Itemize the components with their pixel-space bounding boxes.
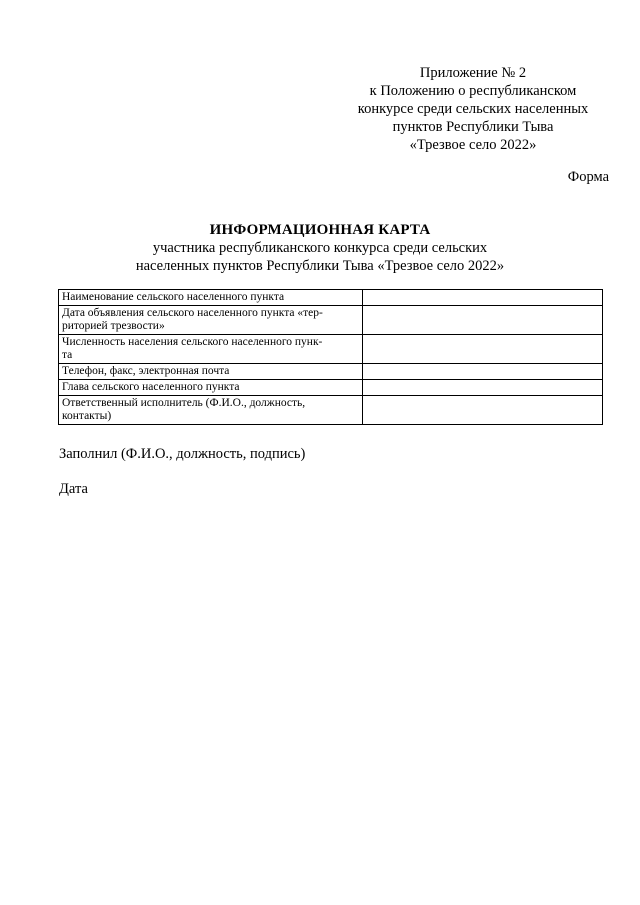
row-label-line: Наименование сельского населенного пункта <box>62 291 285 303</box>
appendix-line: «Трезвое село 2022» <box>409 137 537 153</box>
table-row <box>59 335 603 364</box>
table-row <box>59 290 603 306</box>
row-label-line: Численность населения сельского населенного пунк- <box>62 336 323 348</box>
row-value[interactable] <box>363 380 603 396</box>
row-label <box>59 306 363 335</box>
row-value[interactable] <box>363 290 603 306</box>
row-label <box>59 290 363 306</box>
row-label-line: Телефон, факс, электронная почта <box>62 365 230 377</box>
row-label <box>59 380 363 396</box>
row-value[interactable] <box>363 306 603 335</box>
row-label <box>59 335 363 364</box>
date-label: Дата <box>59 481 88 497</box>
table-row <box>59 306 603 335</box>
document-subtitle-line: участника республиканского конкурса среди сельских <box>152 240 488 256</box>
row-value[interactable] <box>363 396 603 425</box>
row-label <box>59 364 363 380</box>
row-label-line: Ответственный исполнитель (Ф.И.О., должность, <box>62 397 306 409</box>
table-row <box>59 364 603 380</box>
row-value[interactable] <box>363 364 603 380</box>
row-label-line: та <box>62 349 73 361</box>
row-label <box>59 396 363 425</box>
row-label-line: контакты) <box>62 410 112 422</box>
appendix-line: Приложение № 2 <box>419 65 527 81</box>
appendix-line: конкурсе среди сельских населенных <box>357 101 589 117</box>
info-card-table <box>58 289 603 425</box>
row-label-line: Дата объявления сельского населенного пункта «тер- <box>62 307 323 319</box>
table-row <box>59 380 603 396</box>
appendix-block <box>330 64 616 154</box>
document-title: ИНФОРМАЦИОННАЯ КАРТА <box>209 222 431 238</box>
heading-block <box>0 221 640 275</box>
appendix-line: пунктов Республики Тыва <box>392 119 554 135</box>
row-label-line: риторией трезвости» <box>62 320 165 332</box>
document-subtitle-line: населенных пунктов Республики Тыва «Трезвое село 2022» <box>135 258 505 274</box>
filled-by-label: Заполнил (Ф.И.О., должность, подпись) <box>59 446 306 462</box>
table-row <box>59 396 603 425</box>
row-label-line: Глава сельского населенного пункта <box>62 381 240 393</box>
row-value[interactable] <box>363 335 603 364</box>
form-label: Форма <box>567 169 609 185</box>
appendix-line: к Положению о республиканском <box>369 83 577 99</box>
